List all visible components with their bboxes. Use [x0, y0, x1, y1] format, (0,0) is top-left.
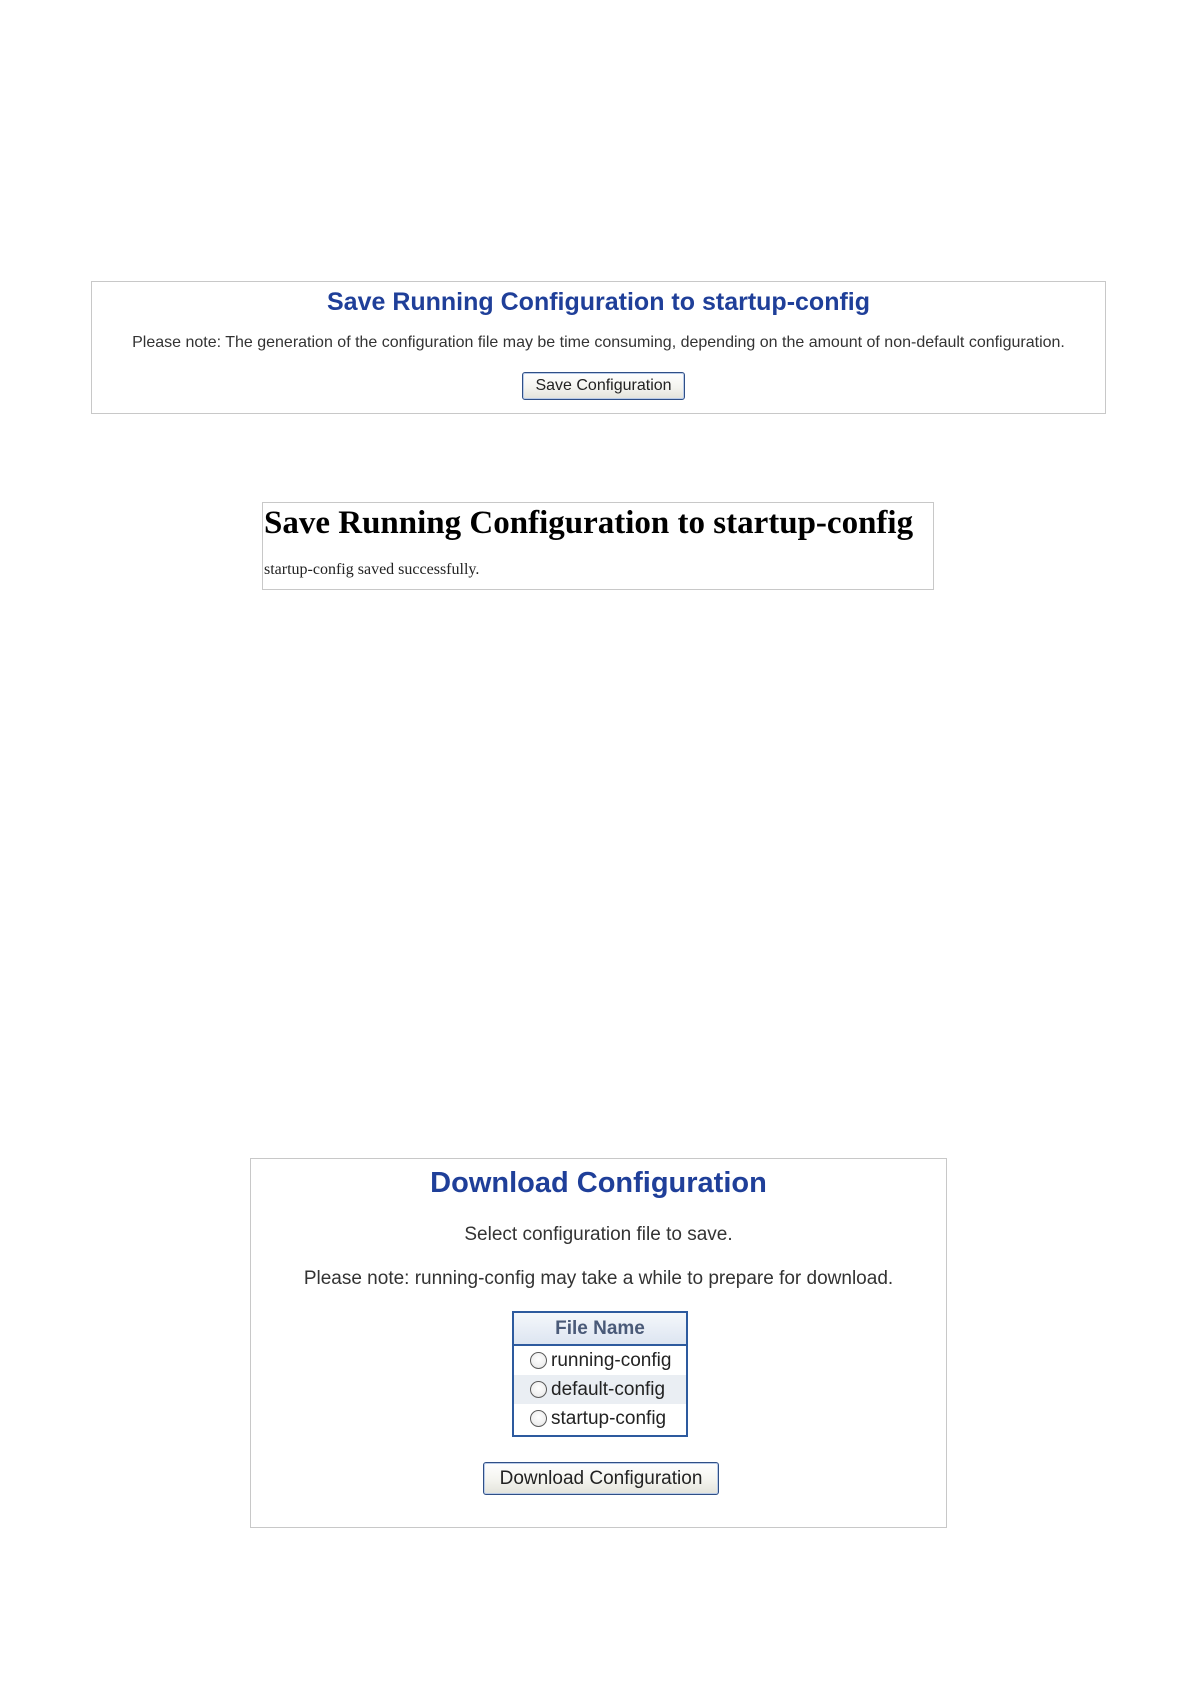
download-instruction: Select configuration file to save. [464, 1224, 733, 1245]
download-note: Please note: running-config may take a while to prepare for download. [303, 1268, 894, 1289]
file-option-startup-config[interactable] [514, 1404, 686, 1433]
file-option-label: running-config [551, 1349, 672, 1371]
download-configuration-button[interactable]: Download Configuration [483, 1462, 719, 1495]
file-option-running-config[interactable] [514, 1346, 686, 1375]
success-panel-title: Save Running Configuration to startup-config [264, 505, 914, 541]
success-message: startup-config saved successfully. [264, 561, 480, 578]
file-name-header: File Name [514, 1313, 686, 1346]
save-configuration-button[interactable]: Save Configuration [522, 372, 685, 400]
radio-icon[interactable] [530, 1410, 547, 1427]
save-panel-note: Please note: The generation of the configuration file may be time consuming, depending on the amount of non-default configuration. [132, 334, 1065, 351]
file-option-default-config[interactable] [514, 1375, 686, 1404]
radio-icon[interactable] [530, 1381, 547, 1398]
save-success-panel [262, 502, 934, 590]
save-panel-title: Save Running Configuration to startup-config [326, 288, 871, 316]
download-config-panel [250, 1158, 947, 1528]
download-panel-title: Download Configuration [430, 1167, 767, 1199]
file-option-label: default-config [551, 1378, 666, 1400]
file-option-label: startup-config [551, 1407, 667, 1429]
radio-icon[interactable] [530, 1352, 547, 1369]
file-name-table [512, 1311, 688, 1437]
save-config-panel [91, 281, 1106, 414]
